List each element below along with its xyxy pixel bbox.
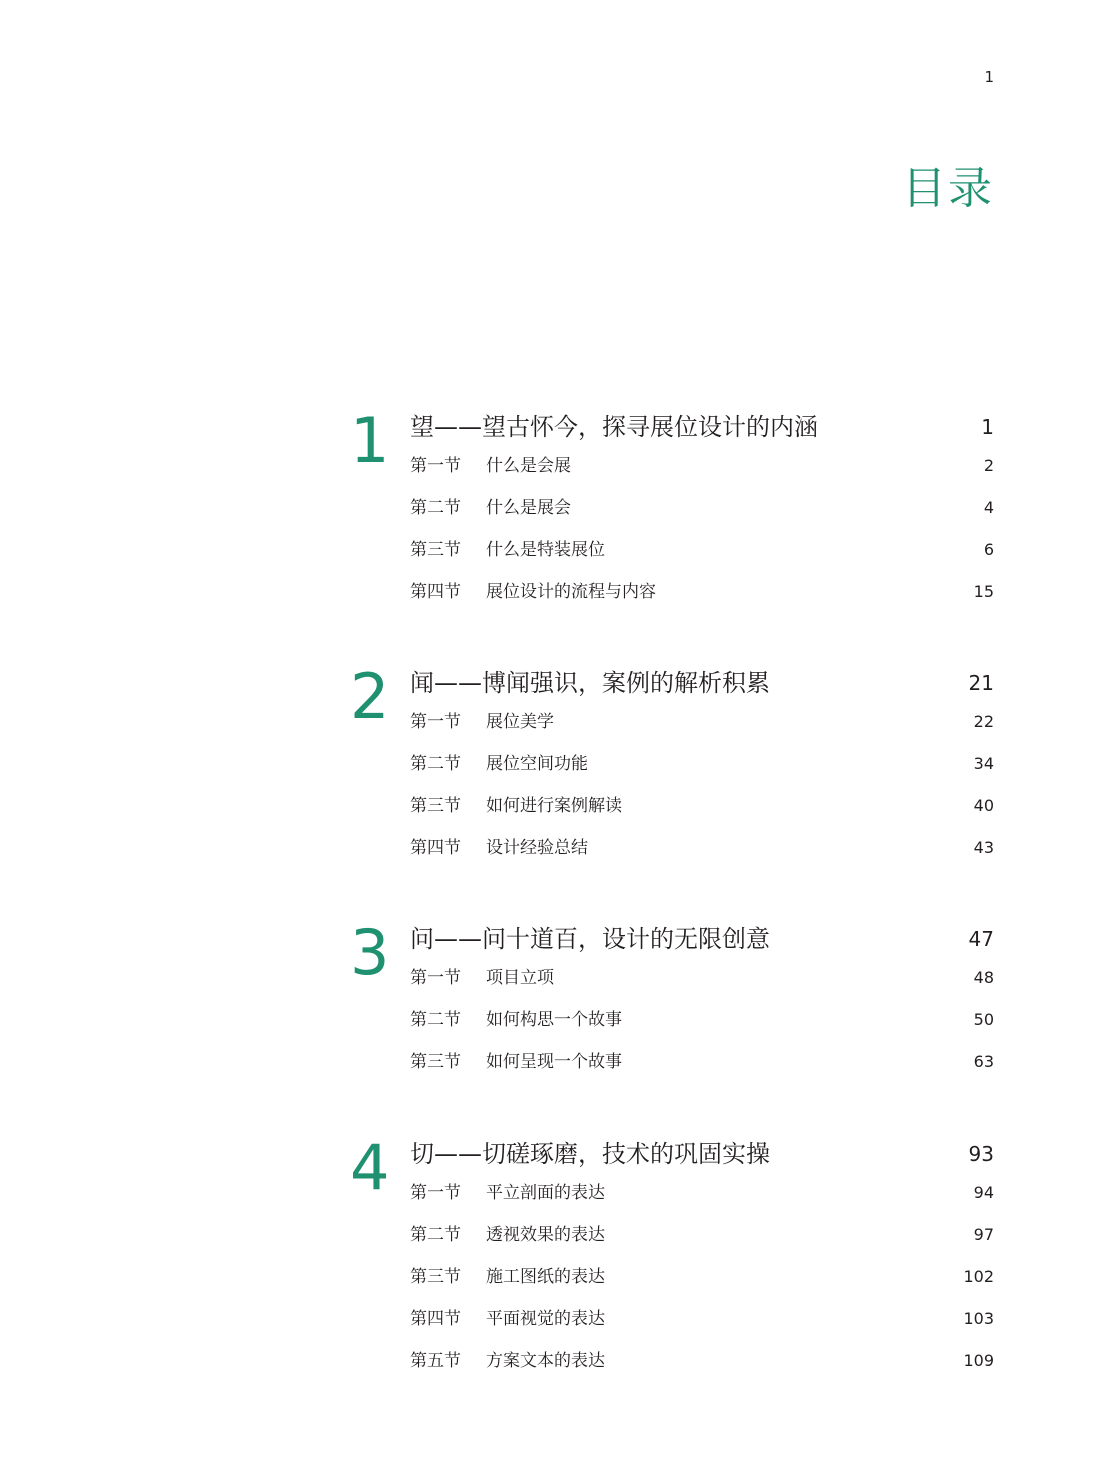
section-list: [410, 966, 994, 1092]
section-page-number: 22: [973, 712, 994, 731]
section-label: 第一节: [410, 968, 461, 988]
section-title: 方案文本的表达: [486, 1351, 605, 1371]
section-label: 第四节: [410, 1309, 461, 1329]
section-title: 什么是展会: [486, 498, 571, 518]
section-page-number: 2: [983, 456, 994, 475]
chapter-heading[interactable]: [410, 410, 994, 446]
section-title: 如何进行案例解读: [486, 796, 622, 816]
section-page-number: 63: [973, 1052, 994, 1071]
section-label: 第五节: [410, 1351, 461, 1371]
section-title: 施工图纸的表达: [486, 1267, 605, 1287]
chapter-title: 问——问十道百，设计的无限创意: [410, 925, 770, 953]
toc-section[interactable]: [410, 580, 994, 622]
toc-section[interactable]: [410, 1223, 994, 1265]
page-number: 1: [984, 68, 994, 86]
chapter-heading[interactable]: [410, 666, 994, 702]
toc-section[interactable]: [410, 1008, 994, 1050]
section-label: 第二节: [410, 498, 461, 518]
section-label: 第二节: [410, 754, 461, 774]
section-title: 如何呈现一个故事: [486, 1052, 622, 1072]
chapter-number: 2: [350, 660, 390, 733]
toc-section[interactable]: [410, 538, 994, 580]
toc-section[interactable]: [410, 1307, 994, 1349]
section-list: [410, 454, 994, 622]
chapter-page-number: 47: [968, 927, 994, 951]
toc-section[interactable]: [410, 966, 994, 1008]
section-page-number: 40: [973, 796, 994, 815]
chapter-heading[interactable]: [410, 1137, 994, 1173]
chapter-page-number: 1: [981, 415, 994, 439]
section-page-number: 48: [973, 968, 994, 987]
chapter-title: 望——望古怀今，探寻展位设计的内涵: [410, 413, 818, 441]
section-list: [410, 710, 994, 878]
section-title: 设计经验总结: [486, 838, 588, 858]
section-label: 第一节: [410, 1183, 461, 1203]
toc-section[interactable]: [410, 1349, 994, 1391]
toc-section[interactable]: [410, 752, 994, 794]
toc-section[interactable]: [410, 794, 994, 836]
section-page-number: 4: [983, 498, 994, 517]
section-label: 第一节: [410, 456, 461, 476]
section-title: 展位美学: [486, 712, 554, 732]
toc-section[interactable]: [410, 836, 994, 878]
section-label: 第四节: [410, 582, 461, 602]
toc-section[interactable]: [410, 710, 994, 752]
section-label: 第一节: [410, 712, 461, 732]
section-page-number: 15: [973, 582, 994, 601]
toc-section[interactable]: [410, 1050, 994, 1092]
section-page-number: 34: [973, 754, 994, 773]
page-title: 目录: [902, 163, 994, 214]
section-title: 展位空间功能: [486, 754, 588, 774]
toc-section[interactable]: [410, 1181, 994, 1223]
section-list: [410, 1181, 994, 1391]
chapter-page-number: 21: [968, 671, 994, 695]
section-page-number: 109: [963, 1351, 994, 1370]
toc-section[interactable]: [410, 454, 994, 496]
chapter-page-number: 93: [968, 1142, 994, 1166]
section-title: 项目立项: [486, 968, 554, 988]
section-title: 如何构思一个故事: [486, 1010, 622, 1030]
section-label: 第四节: [410, 838, 461, 858]
chapter-number: 1: [350, 404, 390, 477]
chapter-title: 闻——博闻强识，案例的解析积累: [410, 669, 770, 697]
section-label: 第三节: [410, 540, 461, 560]
section-title: 什么是会展: [486, 456, 571, 476]
section-title: 平立剖面的表达: [486, 1183, 605, 1203]
toc-section[interactable]: [410, 496, 994, 538]
section-title: 平面视觉的表达: [486, 1309, 605, 1329]
section-label: 第三节: [410, 1267, 461, 1287]
chapter-heading[interactable]: [410, 922, 994, 958]
section-page-number: 103: [963, 1309, 994, 1328]
section-label: 第二节: [410, 1225, 461, 1245]
section-page-number: 43: [973, 838, 994, 857]
toc-section[interactable]: [410, 1265, 994, 1307]
section-page-number: 94: [973, 1183, 994, 1202]
section-page-number: 50: [973, 1010, 994, 1029]
section-label: 第三节: [410, 1052, 461, 1072]
section-page-number: 6: [983, 540, 994, 559]
section-title: 展位设计的流程与内容: [486, 582, 656, 602]
chapter-number: 4: [350, 1131, 390, 1204]
section-title: 透视效果的表达: [486, 1225, 605, 1245]
chapter-number: 3: [350, 916, 390, 989]
section-page-number: 102: [963, 1267, 994, 1286]
chapter-title: 切——切磋琢磨，技术的巩固实操: [410, 1140, 770, 1168]
section-label: 第三节: [410, 796, 461, 816]
section-page-number: 97: [973, 1225, 994, 1244]
section-label: 第二节: [410, 1010, 461, 1030]
section-title: 什么是特装展位: [486, 540, 605, 560]
